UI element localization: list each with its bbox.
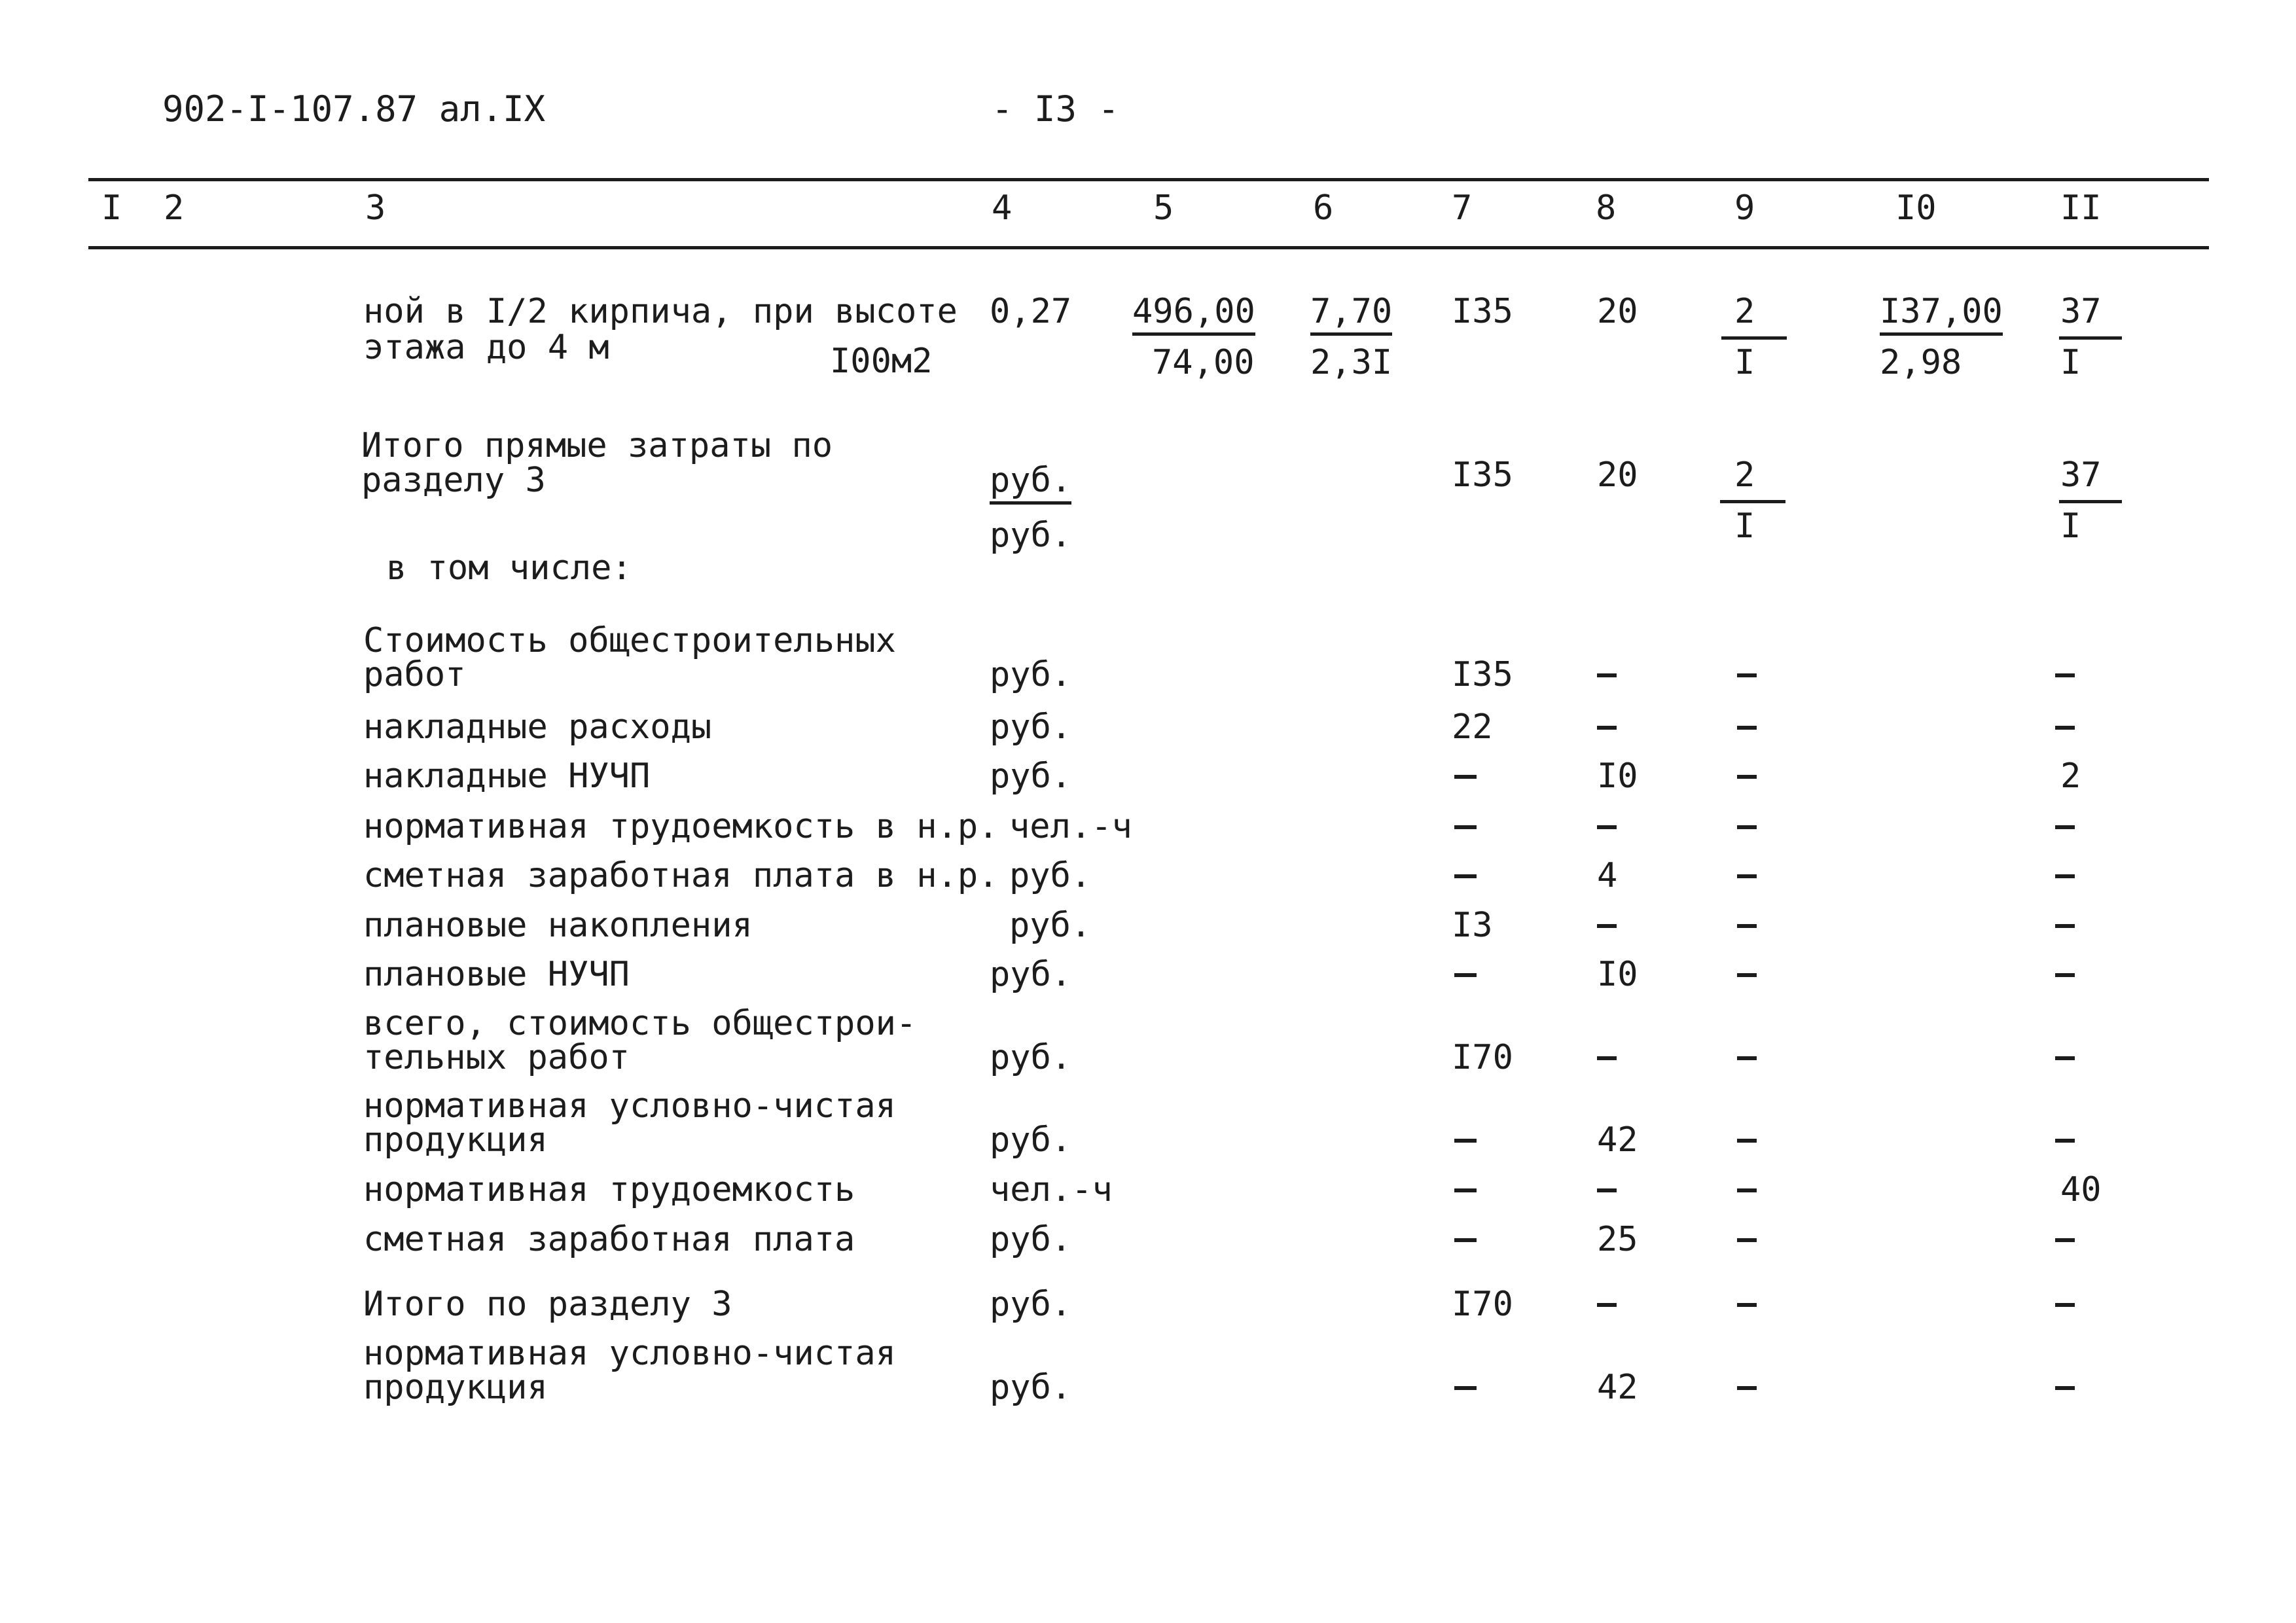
row-label: сметная заработная плата — [363, 1220, 855, 1259]
row-label: сметная заработная плата в н.р. — [363, 856, 999, 895]
empty-cell-dash — [1454, 874, 1477, 878]
subtotal-label-line2: разделу 3 — [361, 461, 546, 500]
row-c8: I0 — [1597, 757, 1638, 796]
table-header-rule — [88, 246, 2209, 249]
empty-cell-dash — [1454, 973, 1477, 977]
column-header: 8 — [1596, 188, 1617, 228]
row-label: нормативная условно-чистая — [363, 1086, 896, 1126]
row-unit: руб. — [990, 955, 1072, 994]
empty-cell-dash — [2055, 973, 2075, 977]
empty-cell-dash — [1737, 673, 1757, 677]
row-unit: чел.-ч — [990, 1170, 1113, 1209]
item-col8: 20 — [1597, 292, 1638, 331]
row-c7: I70 — [1452, 1038, 1513, 1077]
row-unit: руб. — [990, 1285, 1072, 1324]
empty-cell-dash — [1737, 1056, 1757, 1060]
subtotal-col7: I35 — [1452, 455, 1513, 495]
subtotal-unit-second: руб. — [990, 516, 1072, 555]
empty-cell-dash — [1454, 1238, 1477, 1242]
subtotal-col11-top: 37 — [2060, 455, 2102, 495]
column-header: I — [101, 188, 122, 228]
empty-cell-dash — [2055, 825, 2075, 829]
column-header: I0 — [1895, 188, 1937, 228]
empty-cell-dash — [1737, 775, 1757, 779]
table-top-rule — [88, 178, 2209, 181]
subtotal-col8: 20 — [1597, 455, 1638, 495]
row-c7: I35 — [1452, 655, 1513, 694]
item-col6-top: 7,70 — [1310, 294, 1392, 336]
row-label: плановые НУЧП — [363, 955, 630, 994]
empty-cell-dash — [2055, 1303, 2075, 1307]
row-c7: 22 — [1452, 707, 1493, 747]
item-col6-bottom: 2,3I — [1310, 343, 1393, 382]
column-header: 9 — [1734, 188, 1755, 228]
item-col11-top: 37 — [2060, 292, 2102, 331]
row-unit: руб. — [990, 1120, 1072, 1160]
row-unit: руб. — [990, 707, 1072, 747]
fraction-bar — [2059, 336, 2122, 340]
item-quantity: 0,27 — [990, 292, 1072, 331]
item-col5-top: 496,00 — [1132, 294, 1255, 336]
column-header: II — [2060, 188, 2102, 228]
row-c11: 2 — [2060, 757, 2081, 796]
including-label: в том числе: — [386, 548, 632, 588]
empty-cell-dash — [2055, 1139, 2075, 1143]
row-c11: 40 — [2060, 1170, 2102, 1209]
row-label: накладные расходы — [363, 707, 712, 747]
item-description-line2: этажа до 4 м — [363, 328, 609, 367]
empty-cell-dash — [1737, 874, 1757, 878]
row-c8: 42 — [1597, 1120, 1638, 1160]
item-col10-top: I37,00 — [1880, 294, 2003, 336]
item-col11-bottom: I — [2060, 343, 2081, 382]
subtotal-unit: руб. — [990, 463, 1071, 505]
subtotal-label-line1: Итого прямые затраты по — [361, 426, 833, 465]
empty-cell-dash — [2055, 1056, 2075, 1060]
column-header: 3 — [365, 188, 386, 228]
item-col9-bottom: I — [1734, 343, 1755, 382]
empty-cell-dash — [1737, 726, 1757, 730]
row-c7: I3 — [1452, 906, 1493, 945]
empty-cell-dash — [1454, 1386, 1477, 1390]
empty-cell-dash — [1597, 673, 1617, 677]
row-c8: 25 — [1597, 1220, 1638, 1259]
row-label: плановые накопления — [363, 906, 753, 945]
fraction-bar — [1720, 500, 1785, 503]
empty-cell-dash — [1454, 825, 1477, 829]
column-header: 7 — [1452, 188, 1473, 228]
row-c8: 4 — [1597, 856, 1618, 895]
row-unit: руб. — [1009, 906, 1092, 945]
row-c8: 42 — [1597, 1368, 1638, 1407]
page-number: - I3 - — [992, 88, 1120, 130]
document-code: 902-I-107.87 ал.IX — [162, 88, 546, 130]
row-label-continued: продукция — [363, 1120, 548, 1160]
row-label: Стоимость общестроительных — [363, 621, 896, 660]
row-unit: руб. — [990, 1038, 1072, 1077]
empty-cell-dash — [2055, 726, 2075, 730]
column-header: 2 — [164, 188, 185, 228]
subtotal-col9-bottom: I — [1734, 507, 1755, 546]
item-col7: I35 — [1452, 292, 1513, 331]
subtotal-col9-top: 2 — [1734, 455, 1755, 495]
row-label: всего, стоимость общестрои- — [363, 1004, 917, 1043]
row-label: Итого по разделу 3 — [363, 1285, 732, 1324]
row-label: нормативная трудоемкость в н.р. — [363, 807, 999, 846]
empty-cell-dash — [1597, 726, 1617, 730]
item-col5-bottom: 74,00 — [1152, 343, 1255, 382]
empty-cell-dash — [1737, 1386, 1757, 1390]
empty-cell-dash — [1597, 825, 1617, 829]
empty-cell-dash — [2055, 874, 2075, 878]
row-unit: чел.-ч — [1009, 807, 1132, 846]
item-col10-bottom: 2,98 — [1880, 343, 1962, 382]
item-unit: I00м2 — [830, 342, 933, 381]
empty-cell-dash — [1737, 825, 1757, 829]
column-header: 5 — [1153, 188, 1174, 228]
empty-cell-dash — [1737, 1139, 1757, 1143]
column-header: 6 — [1313, 188, 1334, 228]
row-label-continued: тельных работ — [363, 1038, 630, 1077]
fraction-bar — [2059, 500, 2122, 503]
empty-cell-dash — [2055, 673, 2075, 677]
empty-cell-dash — [1454, 775, 1477, 779]
empty-cell-dash — [1597, 1056, 1617, 1060]
empty-cell-dash — [1737, 973, 1757, 977]
row-c7: I70 — [1452, 1285, 1513, 1324]
row-label-continued: работ — [363, 655, 466, 694]
subtotal-col11-bottom: I — [2060, 507, 2081, 546]
empty-cell-dash — [1454, 1139, 1477, 1143]
empty-cell-dash — [2055, 1238, 2075, 1242]
empty-cell-dash — [1737, 1238, 1757, 1242]
empty-cell-dash — [1597, 924, 1617, 928]
empty-cell-dash — [1597, 1303, 1617, 1307]
row-unit: руб. — [1009, 856, 1092, 895]
item-description-line1: ной в I/2 кирпича, при высоте — [363, 292, 958, 331]
empty-cell-dash — [1737, 924, 1757, 928]
row-unit: руб. — [990, 1220, 1072, 1259]
item-col9-top: 2 — [1734, 292, 1755, 331]
row-label: нормативная условно-чистая — [363, 1334, 896, 1373]
row-label: накладные НУЧП — [363, 757, 651, 796]
empty-cell-dash — [1737, 1188, 1757, 1192]
row-unit: руб. — [990, 1368, 1072, 1407]
fraction-bar — [1721, 336, 1787, 340]
row-unit: руб. — [990, 757, 1072, 796]
empty-cell-dash — [1597, 1188, 1617, 1192]
row-c8: I0 — [1597, 955, 1638, 994]
row-label-continued: продукция — [363, 1368, 548, 1407]
row-unit: руб. — [990, 655, 1072, 694]
column-header: 4 — [992, 188, 1013, 228]
empty-cell-dash — [1737, 1303, 1757, 1307]
empty-cell-dash — [1454, 1188, 1477, 1192]
empty-cell-dash — [2055, 924, 2075, 928]
empty-cell-dash — [2055, 1386, 2075, 1390]
row-label: нормативная трудоемкость — [363, 1170, 855, 1209]
